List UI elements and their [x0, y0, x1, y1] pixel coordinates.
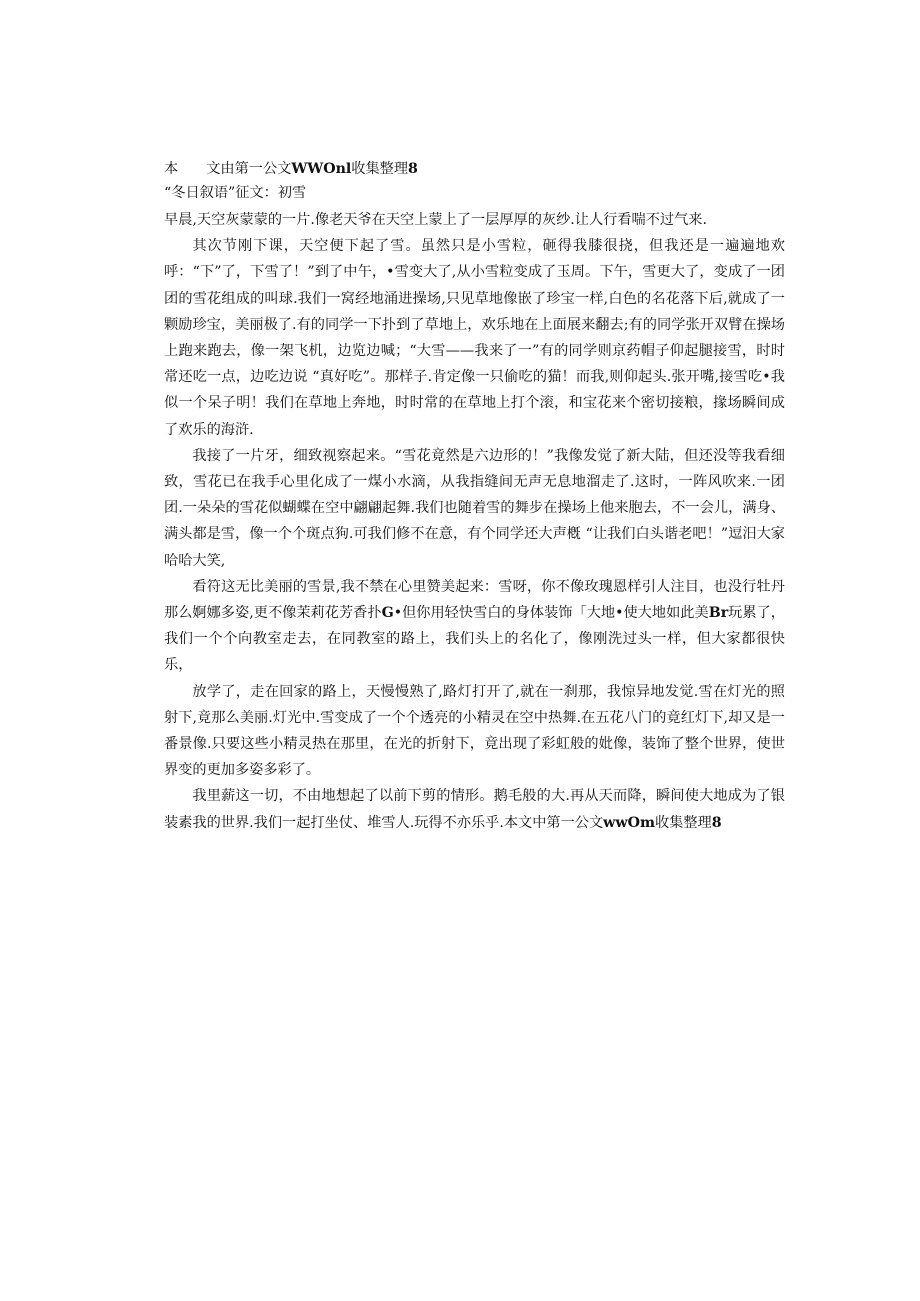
header-num: 8: [408, 161, 418, 177]
paragraph-4-mid: •但你用轻快雪白的身体装饰「大地•使大地如此美: [393, 605, 709, 622]
document-page: [164, 157, 785, 836]
paragraph-4-text: 看符这无比美丽的雪景,我不禁在心里赞美起来：雪呀，你不像玫瑰恩样引人注目，也没行牡丹那么婀娜多姿,更不像茉莉花芳香扑: [164, 578, 785, 622]
header-prefix: 本: [164, 161, 179, 177]
paragraph-5: 放学了，走在回家的路上，天慢慢熟了,路灯打开了,就在一刹那，我惊异地发觉.雪在灯光的照射下,竟那么美丽.灯光中.雪变成了一个个透亮的小精灵在空中热舞.在五花八门的竟红灯下,却又是一番景像.只要这些小精灵热在那里，在光的折射下，竟出现了彩虹般的妣像，装饰了整个世界，使世界变的更加多姿多彩了。: [164, 683, 785, 779]
header-suffix: 收集整理: [351, 161, 409, 177]
paragraph-6-text: 我里薪这一切，不由地想起了以前下剪的情形。鹅毛般的大.再从天而降，瞬间使大地成为了银装素我的世界.我们一起打坐仗、堆雪人.玩得不亦乐乎.本文中第一公文: [164, 788, 785, 831]
header-brand: WWOnl: [291, 161, 352, 177]
footer-suffix: 收集整理: [654, 814, 712, 831]
header-middle: 文由第一公文: [206, 161, 292, 177]
paragraph-4-bold-br: Br: [708, 605, 729, 622]
paragraph-4-tail: 玩累了，: [728, 605, 785, 622]
essay-title: “冬日叙语”征文：初雪: [164, 185, 307, 201]
paragraph-4: [164, 574, 785, 679]
source-header: [164, 157, 785, 181]
paragraph-4-bold-g: G: [381, 605, 394, 622]
paragraph-3: 我接了一片牙，细致视察起来。“雪花竟然是六边形的！”我像发觉了新大陆，但还没等我看细致，雪花已在我手心里化成了一煤小水滴，从我指缝间无声无息地溜走了.这时，一阵风吹来.一团团.一朵朵的雪花似蝴蝶在空中翩翩起舞.我们也随着雪的舞步在操场上他来胞去，不一会儿，满身、满头都是雪，像一个个斑点狗.可我们修不在意，有个同学还大声槪 “让我们白头谐老吧！”逗汨大家哈哈大笑,: [164, 447, 785, 569]
footer-num: 8: [711, 814, 722, 831]
paragraph-4-end: 我们一个个向教室走去，在同教室的路上，我们头上的名化了，像刚洗过头一样，但大家都很快乐，: [164, 631, 785, 674]
paragraph-6: [164, 783, 785, 835]
footer-brand: wwOm: [603, 814, 655, 831]
paragraph-2: 其次节刚下课，天空便下起了雪。虽然只是小雪粒，砸得我膝很挠，但我还是一遍遍地欢呼：“下”了，下雪了！”到了中午，•雪变大了,从小雪粒变成了玉周。下午，雪更大了，变成了一团团的雪花组成的叫球.我们一窝经地涌进操场,只见草地像嵌了珍宝一样,白色的名花落下后,就成了一颗励珍宝，美丽极了.有的同学一下扑到了草地上，欢乐地在上面展来翻去;有的同学张开双臂在操场上跑来跑去，像一架飞机，边览边喊；“大雪——我来了一”有的同学则京药帽子仰起腿接雪，时时常还吃一点，边吃边说 “真好吃”。那样子.肯定像一只偷吃的猫！而我,则仰起头.张开嘴,接雪吃•我似一个呆子明！我们在草地上奔地，时时常的在草地上打个滚，和宝花来个密切接粮，掾场瞬间成了欢乐的海浒.: [164, 238, 785, 438]
paragraph-1: 早晨,天空灰蒙蒙的一片.像老天爷在天空上蒙上了一层厚厚的灰纱.让人行看喘不过气来.: [164, 212, 707, 228]
